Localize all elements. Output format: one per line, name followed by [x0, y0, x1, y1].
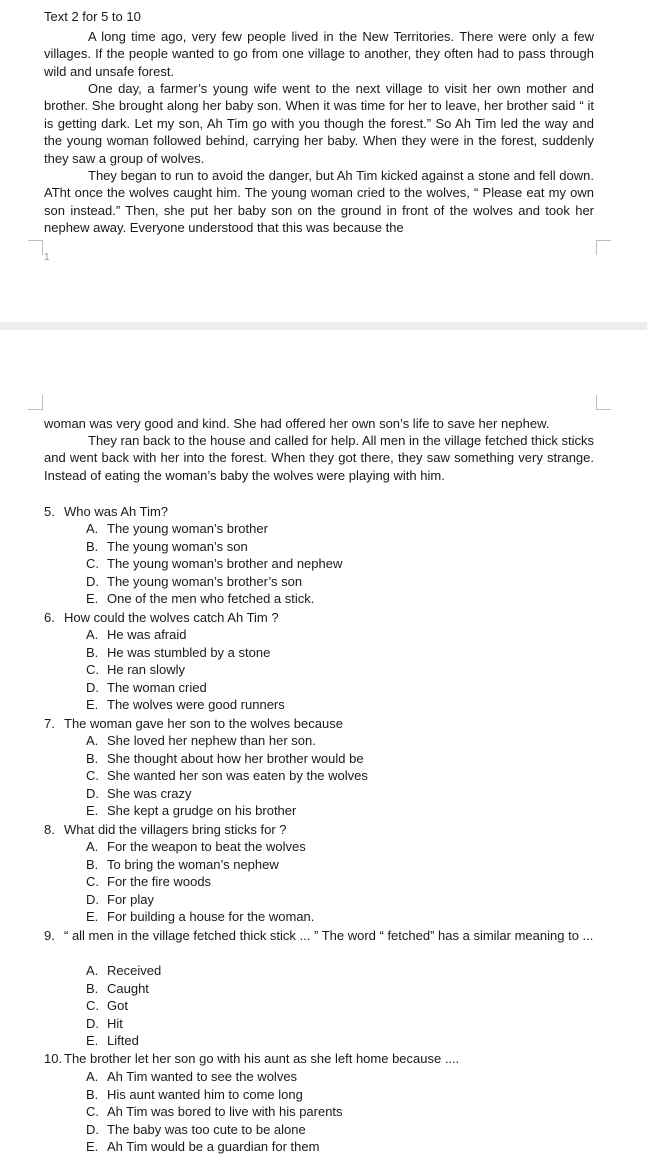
option-10a[interactable]	[86, 1068, 343, 1086]
option-text: For play	[107, 891, 154, 907]
paragraph-1: A long time ago, very few people lived in the New Territories. There were only a few villages. If the people wanted to go from one village to another, they often had to pass through wild and unsafe forest.	[44, 29, 594, 79]
option-8e[interactable]	[86, 908, 314, 926]
option-text: The woman cried	[107, 679, 207, 695]
option-letter: D.	[86, 1121, 99, 1137]
option-text: Got	[107, 998, 128, 1014]
question-5	[44, 503, 168, 520]
option-text: He ran slowly	[107, 662, 186, 678]
page-corner-mark	[28, 240, 43, 255]
option-letter: A.	[86, 627, 99, 642]
question-text: How could the wolves catch Ah Tim ?	[64, 610, 279, 625]
options-list-6	[86, 626, 285, 714]
option-letter: D.	[86, 1015, 99, 1031]
question-number: 8.	[44, 822, 55, 837]
question-number: 7.	[44, 716, 55, 731]
options-list-9	[86, 962, 161, 1050]
option-text: Caught	[107, 980, 149, 996]
option-text: She thought about how her brother would be	[107, 750, 364, 766]
page-number: 1	[44, 252, 50, 263]
option-text: Lifted	[107, 1033, 139, 1049]
option-letter: A.	[86, 733, 99, 748]
option-9c[interactable]	[86, 997, 161, 1015]
question-7	[44, 715, 343, 732]
option-text: The young woman’s brother’s son	[107, 573, 303, 589]
option-text: For building a house for the woman.	[107, 909, 315, 925]
option-10d[interactable]	[86, 1121, 343, 1139]
option-10b[interactable]	[86, 1086, 343, 1104]
page-corner-mark	[596, 395, 611, 410]
question-6	[44, 609, 279, 626]
option-6d[interactable]	[86, 679, 285, 697]
option-text: Received	[107, 963, 162, 978]
options-list-5	[86, 520, 342, 608]
option-7d[interactable]	[86, 785, 368, 803]
option-text: She kept a grudge on his brother	[107, 803, 297, 819]
option-letter: E.	[86, 1033, 99, 1049]
option-letter: C.	[86, 556, 99, 572]
question-9	[44, 927, 594, 944]
options-list-8	[86, 838, 314, 926]
option-letter: B.	[86, 538, 99, 554]
option-8a[interactable]	[86, 838, 314, 856]
page-separator	[0, 322, 647, 330]
option-letter: B.	[86, 750, 99, 766]
option-5e[interactable]	[86, 590, 342, 608]
option-letter: E.	[86, 697, 99, 713]
option-text: He was afraid	[107, 627, 187, 642]
option-text: The wolves were good runners	[107, 697, 285, 713]
option-text: He was stumbled by a stone	[107, 644, 271, 660]
paragraph-3: They began to run to avoid the danger, but Ah Tim kicked against a stone and fell down. ATht once the wolves caught him. The young woman cried to the wolves, “ Please eat my own son instead.” Then, she put her baby son on the ground in front of the wolves and took her nephew away. Everyone understood that this was because the	[44, 168, 594, 236]
option-5c[interactable]	[86, 555, 342, 573]
option-text: Hit	[107, 1015, 123, 1031]
option-letter: A.	[86, 963, 99, 978]
option-6e[interactable]	[86, 696, 285, 714]
option-letter: A.	[86, 1069, 99, 1084]
option-10e[interactable]	[86, 1138, 343, 1156]
option-text: For the weapon to beat the wolves	[107, 839, 306, 854]
question-number: 10.	[44, 1051, 63, 1066]
option-text: Ah Tim would be a guardian for them	[107, 1139, 320, 1155]
question-text: What did the villagers bring sticks for ?	[64, 822, 287, 837]
option-letter: D.	[86, 679, 99, 695]
option-text: Ah Tim wanted to see the wolves	[107, 1069, 298, 1084]
question-number: 5.	[44, 504, 55, 519]
option-8b[interactable]	[86, 856, 314, 874]
option-7b[interactable]	[86, 750, 368, 768]
option-text: His aunt wanted him to come long	[107, 1086, 303, 1102]
document-page-1	[0, 0, 647, 322]
option-10c[interactable]	[86, 1103, 343, 1121]
page-corner-mark	[596, 240, 611, 255]
question-text: Who was Ah Tim?	[64, 504, 169, 519]
option-letter: C.	[86, 768, 99, 784]
option-9d[interactable]	[86, 1015, 161, 1033]
paragraph-continuation: woman was very good and kind. She had offered her own son’s life to save her nephew.	[44, 416, 550, 431]
document-page-2	[0, 330, 647, 1165]
option-letter: A.	[86, 521, 99, 536]
option-text: The young woman’s brother	[107, 521, 268, 536]
option-7a[interactable]	[86, 732, 368, 750]
option-letter: E.	[86, 909, 99, 925]
option-7e[interactable]	[86, 802, 368, 820]
paragraph-4: They ran back to the house and called for help. All men in the village fetched thick sticks and went back with her into the forest. When they got there, they saw something very strange. Instead of eating the woman’s baby the wolves were playing with him.	[44, 433, 594, 483]
option-text: The baby was too cute to be alone	[107, 1121, 306, 1137]
option-text: The young woman’s son	[107, 538, 248, 554]
option-7c[interactable]	[86, 767, 368, 785]
options-list-7	[86, 732, 368, 820]
option-text: The young woman’s brother and nephew	[107, 556, 343, 572]
option-9a[interactable]	[86, 962, 161, 980]
page-corner-mark	[28, 395, 43, 410]
option-8c[interactable]	[86, 873, 314, 891]
question-text: “ all men in the village fetched thick stick ... ” The word “ fetched” has a similar meaning to ...	[64, 928, 594, 943]
option-text: To bring the woman’s nephew	[107, 856, 279, 872]
option-6a[interactable]	[86, 626, 285, 644]
option-9e[interactable]	[86, 1032, 161, 1050]
question-text: The brother let her son go with his aunt as she left home because ....	[64, 1051, 460, 1066]
option-letter: D.	[86, 891, 99, 907]
question-8	[44, 821, 287, 838]
option-text: She wanted her son was eaten by the wolves	[107, 768, 368, 784]
option-6c[interactable]	[86, 661, 285, 679]
option-5a[interactable]	[86, 520, 342, 538]
options-list-10	[86, 1068, 343, 1156]
option-letter: B.	[86, 856, 99, 872]
option-letter: E.	[86, 803, 99, 819]
option-letter: C.	[86, 1104, 99, 1120]
option-6b[interactable]	[86, 644, 285, 662]
paragraph-2: One day, a farmer’s young wife went to the next village to visit her own mother and brother. She brought along her baby son. When it was time for her to leave, her brother said “ it is getting dark. Let my son, Ah Tim go with you though the forest.” So Ah Tim led the way and the young woman followed behind, carrying her baby. When they were in the forest, suddenly they saw a group of wolves.	[44, 81, 594, 166]
option-9b[interactable]	[86, 980, 161, 998]
question-10	[44, 1050, 459, 1067]
option-text: She loved her nephew than her son.	[107, 733, 316, 748]
option-text: One of the men who fetched a stick.	[107, 591, 315, 607]
option-letter: D.	[86, 573, 99, 589]
option-letter: C.	[86, 874, 99, 890]
option-5b[interactable]	[86, 538, 342, 556]
option-5d[interactable]	[86, 573, 342, 591]
question-number: 9.	[44, 928, 55, 943]
option-letter: E.	[86, 1139, 99, 1155]
option-letter: C.	[86, 998, 99, 1014]
option-text: Ah Tim was bored to live with his parents	[107, 1104, 343, 1120]
option-letter: B.	[86, 644, 99, 660]
question-number: 6.	[44, 610, 55, 625]
option-letter: C.	[86, 662, 99, 678]
question-text: The woman gave her son to the wolves because	[64, 716, 343, 731]
option-letter: D.	[86, 785, 99, 801]
option-text: For the fire woods	[107, 874, 212, 890]
option-letter: B.	[86, 980, 99, 996]
option-letter: B.	[86, 1086, 99, 1102]
option-letter: E.	[86, 591, 99, 607]
option-text: She was crazy	[107, 785, 192, 801]
text-title: Text 2 for 5 to 10	[44, 9, 141, 24]
option-letter: A.	[86, 839, 99, 854]
option-8d[interactable]	[86, 891, 314, 909]
